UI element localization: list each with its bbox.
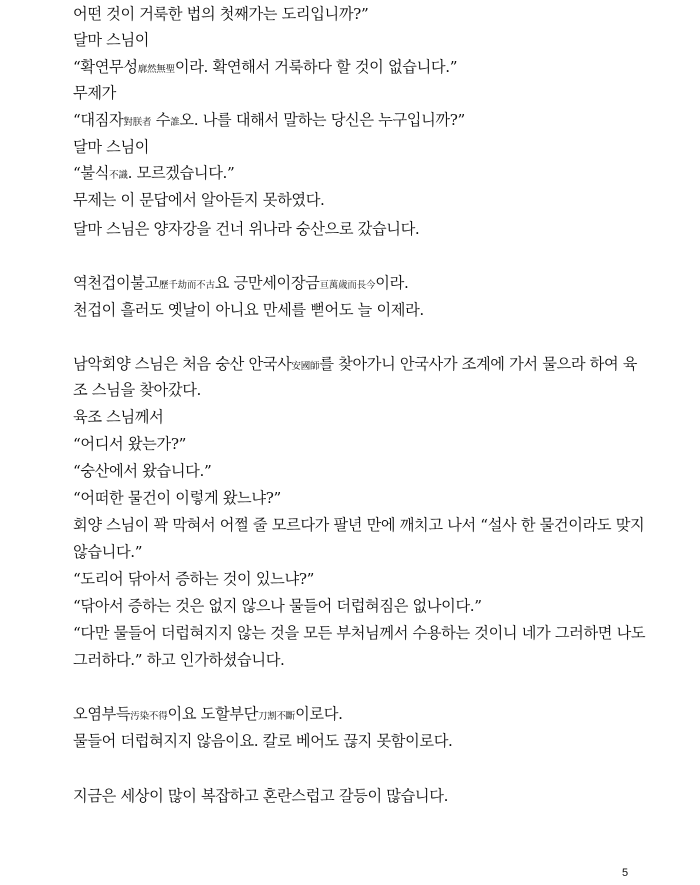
text-line bbox=[73, 57, 457, 80]
text-line bbox=[73, 596, 482, 616]
text-line bbox=[73, 163, 234, 186]
text-line bbox=[73, 137, 149, 157]
text-segment: 지금은 세상이 많이 복잡하고 혼란스럽고 갈등이 많습니다. bbox=[73, 787, 449, 805]
hanja-annotation: 亘萬歲而長今 bbox=[319, 280, 376, 291]
text-line bbox=[73, 542, 142, 562]
text-line bbox=[73, 488, 281, 508]
text-line bbox=[73, 273, 408, 296]
hanja-annotation: 歷千劫而不古 bbox=[158, 280, 215, 291]
text-segment: 를 찾아가니 안국사가 조계에 가서 물으라 하여 육 bbox=[319, 355, 638, 373]
text-segment: 육조 스님께서 bbox=[73, 408, 164, 426]
text-segment: 그러하다.” 하고 인가하셨습니다. bbox=[73, 651, 285, 669]
text-segment: 달마 스님이 bbox=[73, 31, 150, 49]
hanja-annotation: 刀割不斷 bbox=[257, 711, 296, 722]
text-segment: 이요 도할부단 bbox=[167, 705, 258, 723]
text-segment: “대짐자 bbox=[73, 111, 124, 129]
page-number: 5 bbox=[622, 867, 629, 879]
text-line bbox=[73, 190, 325, 210]
text-line bbox=[73, 300, 424, 320]
text-line bbox=[73, 407, 163, 427]
text-segment: 조 스님을 찾아갔다. bbox=[73, 381, 202, 399]
text-segment: “숭산에서 왔습니다.” bbox=[73, 462, 212, 480]
hanja-annotation: 不識 bbox=[109, 170, 128, 181]
text-segment: 물들어 더럽혀지지 않음이요. 칼로 베어도 끊지 못함이로다. bbox=[73, 732, 453, 750]
text-segment: 이로다. bbox=[295, 705, 343, 723]
text-line bbox=[73, 569, 314, 589]
text-segment: “불식 bbox=[73, 164, 110, 182]
text-segment: . 모르겠습니다.” bbox=[127, 164, 235, 182]
text-line bbox=[73, 623, 645, 643]
hanja-annotation: 安國師 bbox=[291, 361, 320, 372]
text-segment: 않습니다.” bbox=[73, 543, 143, 561]
text-segment: “확연무성 bbox=[73, 58, 138, 76]
text-line bbox=[73, 30, 149, 50]
text-line bbox=[73, 4, 368, 24]
text-segment: 달마 스님은 양자강을 건너 위나라 숭산으로 갔습니다. bbox=[73, 220, 420, 238]
text-segment: 수 bbox=[151, 111, 171, 129]
text-segment: 역천겁이불고 bbox=[73, 274, 159, 292]
hanja-annotation: 對朕者 bbox=[123, 117, 152, 128]
text-segment: 천겁이 흘러도 옛날이 아니요 만세를 뻗어도 늘 이제라. bbox=[73, 301, 424, 319]
text-line bbox=[73, 380, 201, 400]
hanja-annotation: 誰 bbox=[170, 117, 180, 128]
text-line bbox=[73, 83, 116, 103]
text-segment: 달마 스님이 bbox=[73, 138, 150, 156]
text-line bbox=[73, 461, 211, 481]
text-segment: “어디서 왔는가?” bbox=[73, 435, 187, 453]
text-segment: 회양 스님이 꽉 막혀서 어쩔 줄 모르다가 팔년 만에 깨치고 나서 “설사 한 물건이라도 맞지 bbox=[73, 516, 645, 534]
text-line bbox=[73, 786, 448, 806]
text-line bbox=[73, 704, 343, 727]
text-segment: 남악회양 스님은 처음 숭산 안국사 bbox=[73, 355, 292, 373]
text-line bbox=[73, 650, 285, 670]
text-segment: “다만 물들어 더럽혀지지 않는 것을 모든 부처님께서 수용하는 것이니 네가 그러하면 나도 bbox=[73, 624, 646, 642]
text-line bbox=[73, 515, 644, 535]
text-line bbox=[73, 110, 465, 133]
text-segment: 요 긍만세이장금 bbox=[214, 274, 320, 292]
text-segment: 어떤 것이 거룩한 법의 첫째가는 도리입니까?” bbox=[73, 5, 369, 23]
text-line bbox=[73, 434, 186, 454]
text-line bbox=[73, 354, 637, 377]
text-segment: “어떠한 물건이 이렇게 왔느냐?” bbox=[73, 489, 281, 507]
text-segment: “도리어 닦아서 증하는 것이 있느냐?” bbox=[73, 570, 315, 588]
text-line bbox=[73, 219, 419, 239]
text-segment: “닦아서 증하는 것은 없지 않으나 물들어 더럽혀짐은 없나이다.” bbox=[73, 597, 482, 615]
text-segment: 무제가 bbox=[73, 84, 116, 102]
text-segment: 오염부득 bbox=[73, 705, 131, 723]
text-segment: 이라. 확연해서 거룩하다 할 것이 없습니다.” bbox=[174, 58, 458, 76]
hanja-annotation: 汚染不得 bbox=[130, 711, 168, 722]
text-segment: 이라. bbox=[375, 274, 409, 292]
text-segment: 오. 나를 대해서 말하는 당신은 누구입니까?” bbox=[179, 111, 465, 129]
text-segment: 무제는 이 문답에서 알아듣지 못하였다. bbox=[73, 191, 325, 209]
text-line bbox=[73, 731, 453, 751]
hanja-annotation: 廓然無聖 bbox=[137, 64, 175, 75]
